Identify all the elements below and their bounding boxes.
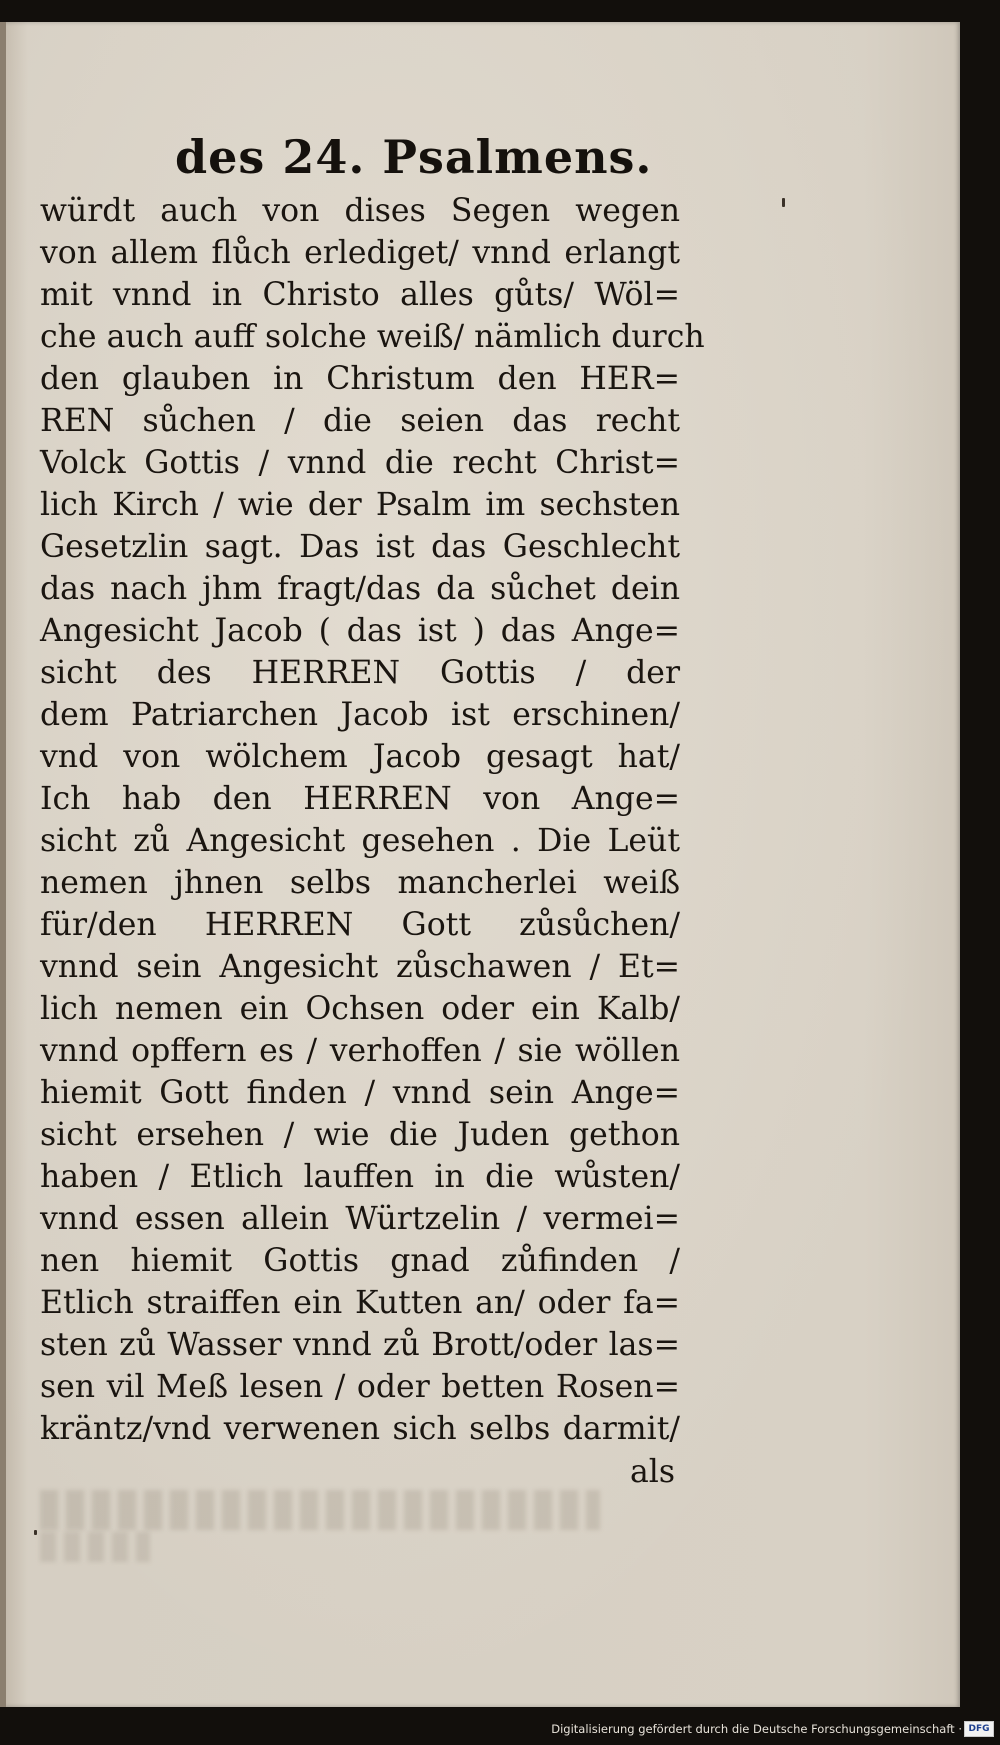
- ink-speck: [782, 198, 785, 207]
- running-head: des 24. Psalmens.: [175, 130, 653, 184]
- text-line: vnd von wölchem Jacob gesagt hat/: [40, 739, 680, 775]
- text-line: Volck Gottis / vnnd die recht Christ=: [40, 445, 680, 481]
- text-line: vnnd opffern es / verhoffen / sie wöllen: [40, 1033, 680, 1069]
- dfg-logo: DFG: [964, 1721, 994, 1737]
- text-line: Gesetzlin sagt. Das ist das Geschlecht: [40, 529, 680, 565]
- text-line: sicht ersehen / wie die Juden gethon: [40, 1117, 680, 1153]
- text-line: den glauben in Christum den HER=: [40, 361, 680, 397]
- text-line: nemen jhnen selbs mancherlei weiß: [40, 865, 680, 901]
- bleed-through-text: [40, 1532, 150, 1562]
- text-line: vnnd sein Angesicht zůschawen / Et=: [40, 949, 680, 985]
- text-line: vnnd essen allein Würtzelin / vermei=: [40, 1201, 680, 1237]
- text-line: sen vil Meß lesen / oder betten Rosen=: [40, 1369, 680, 1405]
- text-line: hiemit Gott finden / vnnd sein Ange=: [40, 1075, 680, 1111]
- book-page: [0, 22, 960, 1707]
- text-line: lich Kirch / wie der Psalm im sechsten: [40, 487, 680, 523]
- text-line: kräntz/vnd verwenen sich selbs darmit/: [40, 1411, 680, 1447]
- text-line: das nach jhm fragt/das da sůchet dein: [40, 571, 680, 607]
- funding-credit: Digitalisierung gefördert durch die Deutsche Forschungsgemeinschaft ·: [551, 1722, 962, 1736]
- text-line: sicht zů Angesicht gesehen . Die Leüt: [40, 823, 680, 859]
- text-line: Etlich straiffen ein Kutten an/ oder fa=: [40, 1285, 680, 1321]
- text-line: che auch auff solche weiß/ nämlich durch: [40, 319, 705, 355]
- text-line: sicht des HERREN Gottis / der: [40, 655, 680, 691]
- text-line: für/den HERREN Gott zůsůchen/: [40, 907, 680, 943]
- bleed-through-text: [40, 1490, 600, 1530]
- text-line: sten zů Wasser vnnd zů Brott/oder las=: [40, 1327, 680, 1363]
- text-line: haben / Etlich lauffen in die wůsten/: [40, 1159, 680, 1195]
- text-line: von allem flůch erlediget/ vnnd erlangt: [40, 235, 680, 271]
- text-line: Angesicht Jacob ( das ist ) das Ange=: [40, 613, 680, 649]
- text-line: mit vnnd in Christo alles gůts/ Wöl=: [40, 277, 680, 313]
- page-edge: [0, 22, 6, 1707]
- text-line: nen hiemit Gottis gnad zůfinden /: [40, 1243, 680, 1279]
- body-text: [40, 190, 705, 1450]
- text-line: würdt auch von dises Segen wegen: [40, 193, 680, 229]
- text-line: REN sůchen / die seien das recht: [40, 403, 680, 439]
- text-line: lich nemen ein Ochsen oder ein Kalb/: [40, 991, 680, 1027]
- text-line: dem Patriarchen Jacob ist erschinen/: [40, 697, 680, 733]
- text-line: Ich hab den HERREN von Ange=: [40, 781, 680, 817]
- ink-speck: [34, 1530, 37, 1535]
- catchword: als: [630, 1454, 676, 1490]
- footer-bar: [0, 1715, 1000, 1745]
